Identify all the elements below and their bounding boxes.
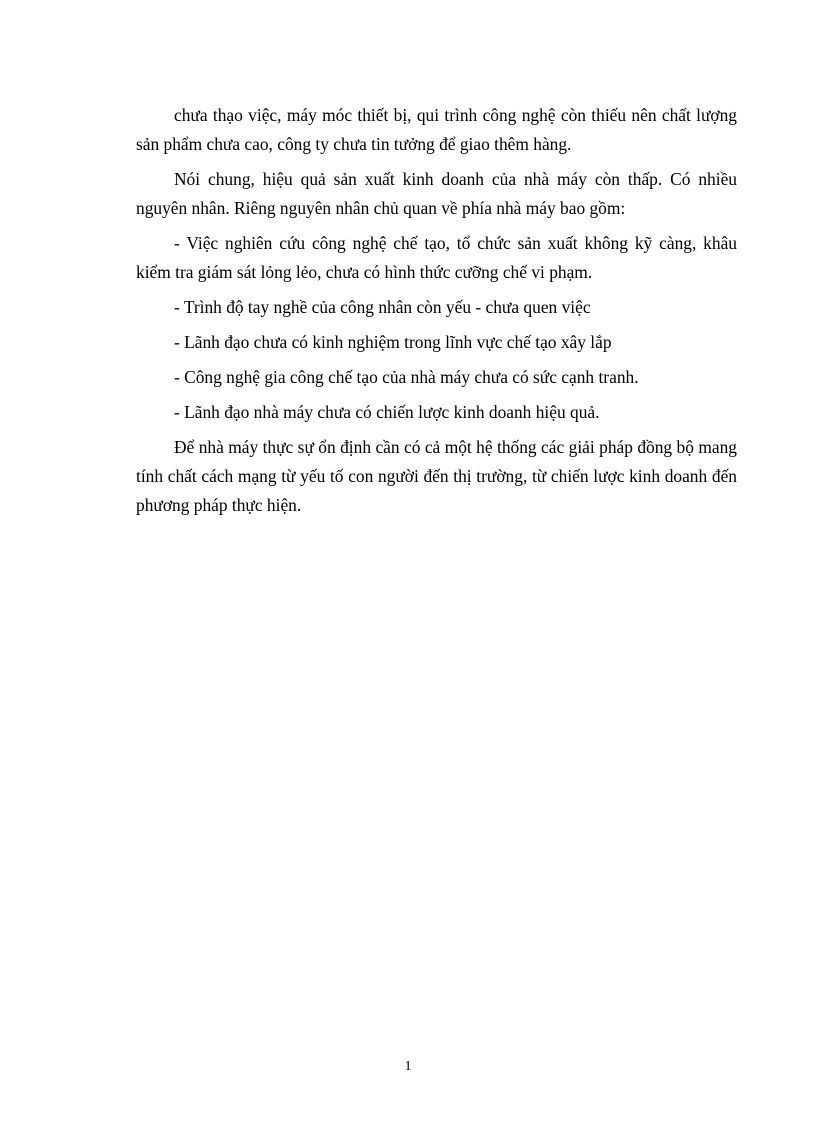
- page-body: [136, 101, 737, 526]
- list-item-skill-level: - Trình độ tay nghề của công nhân còn yếu - chưa quen việc: [174, 297, 591, 317]
- paragraph-continuation: chưa thạo việc, máy móc thiết bị, qui trình công nghệ còn thiếu nên chất lượng sản phẩm chưa cao, công ty chưa tin tưởng để giao thêm hàng.: [136, 105, 737, 154]
- list-item-technology: - Công nghệ gia công chế tạo của nhà máy chưa có sức cạnh tranh.: [174, 367, 639, 387]
- paragraph-summary: Nói chung, hiệu quả sản xuất kinh doanh của nhà máy còn thấp. Có nhiều nguyên nhân. Riêng nguyên nhân chủ quan về phía nhà máy bao gồm:: [136, 169, 737, 218]
- list-item-leadership-experience: - Lãnh đạo chưa có kinh nghiệm trong lĩnh vực chế tạo xây lắp: [174, 332, 612, 352]
- page-number: 1: [404, 1059, 412, 1074]
- list-item-research: - Việc nghiên cứu công nghệ chế tạo, tổ chức sản xuất không kỹ càng, khâu kiểm tra giám sát lỏng lẻo, chưa có hình thức cưỡng chế vi phạm.: [136, 233, 737, 282]
- list-item-strategy: - Lãnh đạo nhà máy chưa có chiến lược kinh doanh hiệu quả.: [174, 402, 600, 422]
- paragraph-conclusion: Để nhà máy thực sự ổn định cần có cả một hệ thống các giải pháp đồng bộ mang tính chất cách mạng từ yếu tố con người đến thị trường, từ chiến lược kinh doanh đến phương pháp thực hiện.: [136, 437, 737, 515]
